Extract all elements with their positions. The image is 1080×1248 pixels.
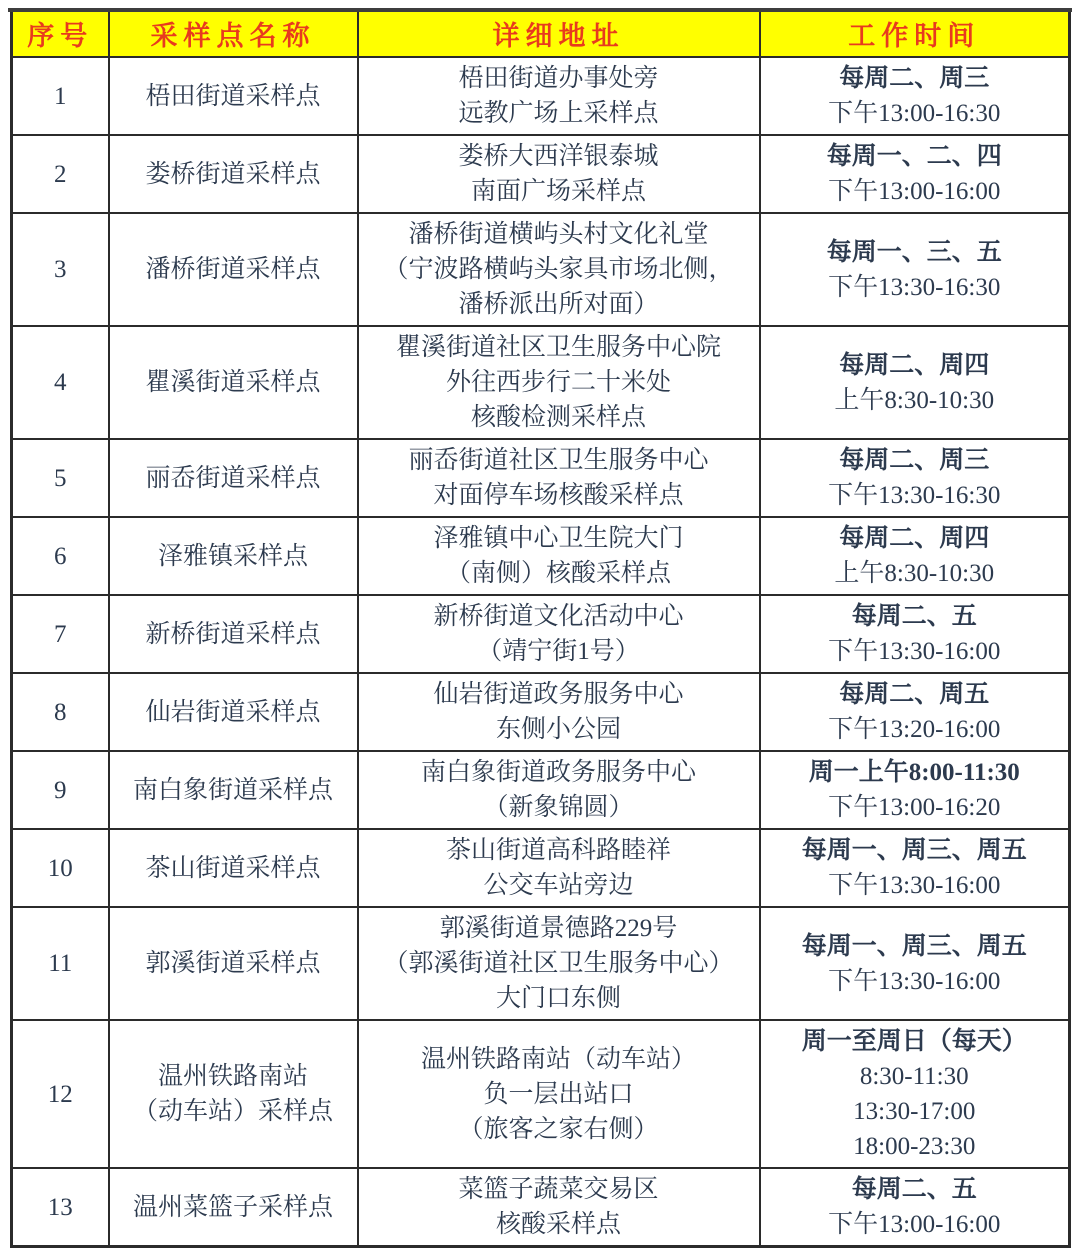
cell-time-line: 每周二、周三 bbox=[839, 447, 990, 474]
cell-time-line: 8:30-11:30 bbox=[859, 1063, 969, 1090]
cell-time-line: 每周二、周五 bbox=[839, 681, 990, 708]
cell-name-line: 仙岩街道采样点 bbox=[145, 698, 321, 726]
cell-name bbox=[109, 326, 358, 439]
cell-address-line: 东侧小公园 bbox=[495, 716, 621, 743]
cell-name bbox=[109, 135, 358, 213]
cell-time bbox=[760, 213, 1070, 326]
cell-address-line: 潘桥派出所对面） bbox=[458, 291, 659, 318]
cell-no: 5 bbox=[12, 439, 109, 517]
cell-time bbox=[760, 57, 1070, 135]
cell-time-line: 下午13:30-16:00 bbox=[828, 638, 1001, 665]
cell-name-line: 潘桥街道采样点 bbox=[145, 256, 321, 283]
cell-time-line: 13:30-17:00 bbox=[853, 1098, 976, 1125]
cell-name bbox=[109, 57, 358, 135]
cell-time bbox=[760, 326, 1070, 439]
cell-time bbox=[760, 829, 1070, 907]
cell-time bbox=[760, 751, 1070, 829]
cell-address-line: （新象锦圆） bbox=[483, 794, 634, 821]
cell-time-line: 下午13:00-16:30 bbox=[828, 100, 1001, 127]
cell-no: 11 bbox=[12, 907, 109, 1020]
cell-address bbox=[358, 213, 760, 326]
cell-time bbox=[760, 135, 1070, 213]
cell-time bbox=[760, 1020, 1070, 1168]
cell-address-line: 菜篮子蔬菜交易区 bbox=[458, 1176, 659, 1203]
cell-address-line: （靖宁街1号） bbox=[477, 638, 640, 665]
header-cell-name: 采样点名称 bbox=[109, 10, 358, 58]
cell-name-line: 新桥街道采样点 bbox=[145, 620, 321, 648]
cell-name-line: 瞿溪街道采样点 bbox=[145, 369, 321, 396]
cell-name-line: 梧田街道采样点 bbox=[145, 82, 321, 110]
cell-address-line: 新桥街道文化活动中心 bbox=[433, 603, 684, 630]
table-row bbox=[12, 829, 1070, 907]
cell-address bbox=[358, 595, 760, 673]
cell-no: 12 bbox=[12, 1020, 109, 1168]
cell-address-line: 丽岙街道社区卫生服务中心 bbox=[408, 447, 709, 474]
cell-name-line: 温州铁路南站 bbox=[157, 1063, 308, 1090]
cell-name-line: 娄桥街道采样点 bbox=[145, 160, 321, 188]
header-cell-time: 工作时间 bbox=[760, 10, 1070, 58]
table-row bbox=[12, 57, 1070, 135]
cell-time-line: 下午13:30-16:30 bbox=[828, 273, 1001, 301]
cell-time-line: 每周二、周三 bbox=[839, 65, 990, 92]
cell-address bbox=[358, 829, 760, 907]
cell-no: 2 bbox=[12, 135, 109, 213]
cell-time-line: 每周二、周四 bbox=[839, 351, 990, 379]
cell-address-line: 郭溪街道景德路229号 bbox=[439, 915, 678, 942]
cell-time bbox=[760, 907, 1070, 1020]
table-row bbox=[12, 135, 1070, 213]
cell-name-line: 南白象街道采样点 bbox=[132, 776, 333, 804]
cell-address-line: （宁波路横屿头家具市场北侧， bbox=[383, 256, 734, 283]
cell-name bbox=[109, 673, 358, 751]
cell-name bbox=[109, 907, 358, 1020]
cell-no: 10 bbox=[12, 829, 109, 907]
cell-address bbox=[358, 751, 760, 829]
cell-name bbox=[109, 1020, 358, 1168]
cell-address bbox=[358, 57, 760, 135]
cell-address bbox=[358, 517, 760, 595]
table-row bbox=[12, 213, 1070, 326]
cell-name-line: 泽雅镇采样点 bbox=[157, 542, 308, 570]
cell-address bbox=[358, 907, 760, 1020]
cell-time-line: 每周一、周三、周五 bbox=[801, 932, 1027, 960]
cell-address-line: 远教广场上采样点 bbox=[458, 100, 659, 127]
header-cell-address: 详细地址 bbox=[358, 10, 760, 58]
cell-address-line: 公交车站旁边 bbox=[483, 872, 634, 899]
cell-no: 13 bbox=[12, 1168, 109, 1247]
cell-address-line: 瞿溪街道社区卫生服务中心院 bbox=[395, 334, 721, 361]
cell-address bbox=[358, 439, 760, 517]
cell-time-line: 每周二、周四 bbox=[839, 525, 990, 552]
cell-time-line: 下午13:00-16:20 bbox=[828, 794, 1001, 821]
cell-time bbox=[760, 673, 1070, 751]
cell-time-line: 下午13:00-16:00 bbox=[828, 178, 1001, 205]
table-row bbox=[12, 326, 1070, 439]
cell-address-line: 温州铁路南站（动车站） bbox=[420, 1045, 696, 1073]
cell-time bbox=[760, 517, 1070, 595]
cell-name bbox=[109, 751, 358, 829]
cell-time-line: 下午13:20-16:00 bbox=[828, 716, 1001, 743]
cell-address-line: 大门口东侧 bbox=[495, 985, 621, 1012]
cell-time-line: 上午8:30-10:30 bbox=[834, 386, 995, 414]
cell-name-line: 温州菜篮子采样点 bbox=[132, 1193, 333, 1221]
cell-no: 1 bbox=[12, 57, 109, 135]
cell-address-line: 核酸采样点 bbox=[495, 1211, 621, 1238]
cell-address-line: 对面停车场核酸采样点 bbox=[433, 482, 684, 509]
cell-name bbox=[109, 213, 358, 326]
cell-time-line: 下午13:30-16:00 bbox=[828, 872, 1001, 899]
table-row bbox=[12, 1168, 1070, 1247]
header-row bbox=[12, 10, 1070, 58]
table-row bbox=[12, 595, 1070, 673]
table-row bbox=[12, 673, 1070, 751]
cell-time-line: 每周二、五 bbox=[851, 1176, 977, 1203]
cell-no: 7 bbox=[12, 595, 109, 673]
cell-address-line: 茶山街道高科路睦祥 bbox=[445, 837, 671, 864]
cell-address-line: 南白象街道政务服务中心 bbox=[420, 759, 696, 786]
sampling-points-table bbox=[10, 8, 1071, 1248]
cell-no: 3 bbox=[12, 213, 109, 326]
cell-name-line: 郭溪街道采样点 bbox=[145, 950, 321, 977]
cell-address-line: 娄桥大西洋银泰城 bbox=[458, 143, 659, 170]
table-row bbox=[12, 1020, 1070, 1168]
table-row bbox=[12, 517, 1070, 595]
cell-time-line: 周一至周日（每天） bbox=[801, 1028, 1027, 1055]
cell-time bbox=[760, 595, 1070, 673]
cell-address-line: 核酸检测采样点 bbox=[470, 404, 646, 431]
cell-time bbox=[760, 439, 1070, 517]
cell-time-line: 每周一、二、四 bbox=[826, 143, 1002, 170]
cell-address-line: 外往西步行二十米处 bbox=[445, 369, 671, 396]
cell-address bbox=[358, 326, 760, 439]
cell-name-line: 茶山街道采样点 bbox=[145, 854, 321, 882]
cell-time-line: 每周一、周三、周五 bbox=[801, 837, 1027, 864]
cell-address bbox=[358, 1020, 760, 1168]
top-strip bbox=[8, 8, 1072, 12]
cell-no: 4 bbox=[12, 326, 109, 439]
cell-no: 6 bbox=[12, 517, 109, 595]
cell-address-line: 泽雅镇中心卫生院大门 bbox=[433, 525, 684, 552]
cell-name bbox=[109, 517, 358, 595]
cell-time-line: 18:00-23:30 bbox=[853, 1133, 976, 1160]
cell-name bbox=[109, 595, 358, 673]
cell-address bbox=[358, 135, 760, 213]
table-body bbox=[12, 57, 1070, 1247]
table-row bbox=[12, 751, 1070, 829]
cell-time-line: 下午13:30-16:30 bbox=[828, 482, 1001, 509]
cell-address bbox=[358, 1168, 760, 1247]
page bbox=[0, 8, 1080, 1238]
cell-time-line: 周一上午8:00-11:30 bbox=[808, 759, 1020, 786]
cell-address-line: 南面广场采样点 bbox=[470, 178, 646, 205]
cell-time-line: 每周一、三、五 bbox=[826, 238, 1002, 266]
cell-address-line: 潘桥街道横屿头村文化礼堂 bbox=[408, 221, 709, 248]
cell-time-line: 上午8:30-10:30 bbox=[834, 560, 995, 587]
cell-time-line: 下午13:00-16:00 bbox=[828, 1211, 1001, 1238]
cell-address-line: 负一层出站口 bbox=[483, 1080, 634, 1108]
cell-name bbox=[109, 829, 358, 907]
cell-address-line: 梧田街道办事处旁 bbox=[458, 65, 659, 92]
cell-name bbox=[109, 1168, 358, 1247]
cell-no: 8 bbox=[12, 673, 109, 751]
cell-address-line: 仙岩街道政务服务中心 bbox=[433, 681, 684, 708]
cell-name bbox=[109, 439, 358, 517]
cell-address bbox=[358, 673, 760, 751]
cell-time-line: 每周二、五 bbox=[851, 603, 977, 630]
cell-name-line: （动车站）采样点 bbox=[132, 1098, 333, 1125]
header-cell-no: 序号 bbox=[12, 10, 109, 58]
cell-address-line: （郭溪街道社区卫生服务中心） bbox=[383, 950, 734, 977]
cell-address-line: （南侧）核酸采样点 bbox=[445, 560, 671, 587]
cell-time-line: 下午13:30-16:00 bbox=[828, 967, 1001, 995]
cell-time bbox=[760, 1168, 1070, 1247]
cell-name-line: 丽岙街道采样点 bbox=[145, 464, 321, 492]
cell-address-line: （旅客之家右侧） bbox=[458, 1115, 659, 1143]
cell-no: 9 bbox=[12, 751, 109, 829]
table-row bbox=[12, 907, 1070, 1020]
table-row bbox=[12, 439, 1070, 517]
